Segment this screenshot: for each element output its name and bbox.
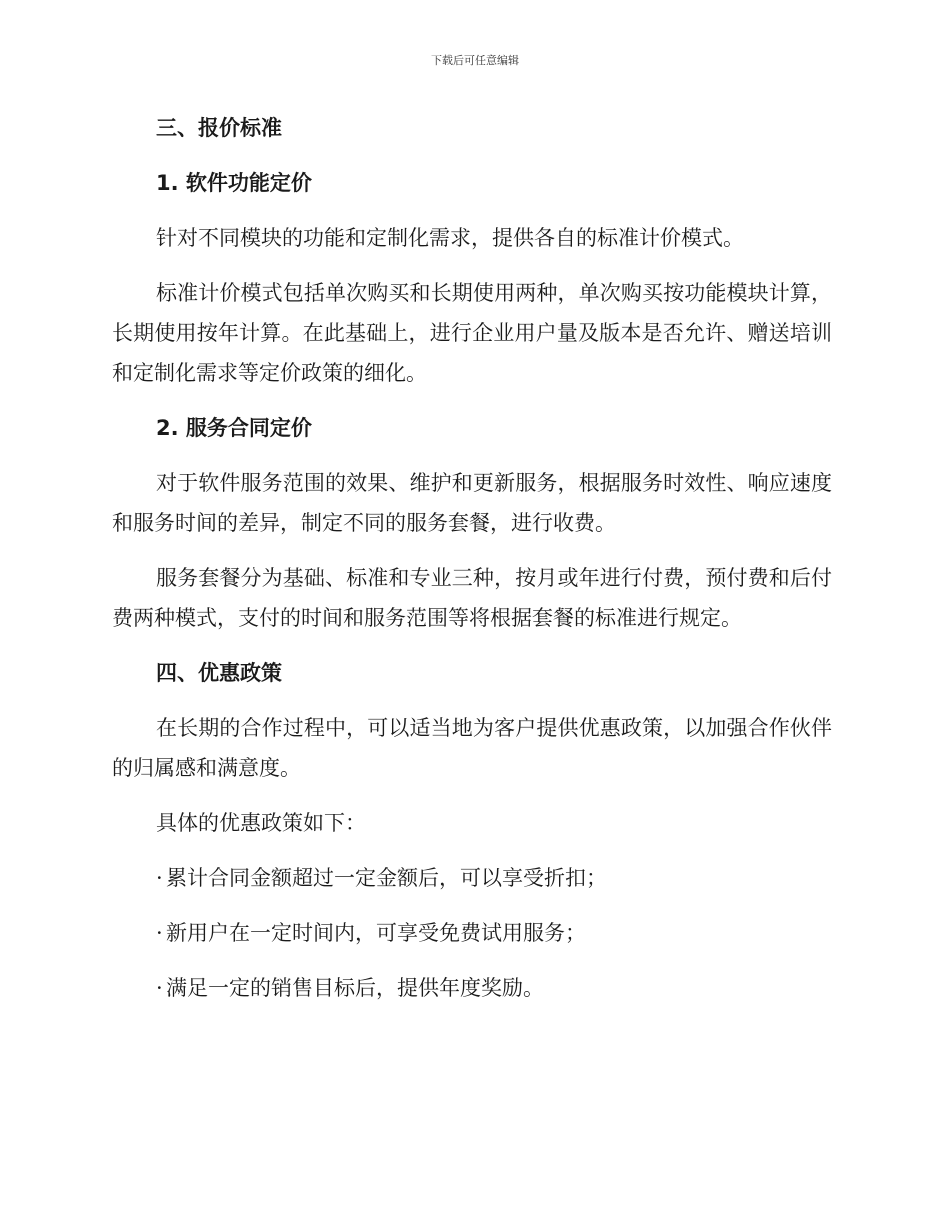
list-item: [112, 968, 832, 1008]
subheading-service-pricing: 2. 服务合同定价: [156, 416, 312, 440]
paragraph: 对于软件服务范围的效果、维护和更新服务，根据服务时效性、响应速度和服务时间的差异，制定不同的服务套餐，进行收费。: [112, 471, 832, 535]
paragraph: 标准计价模式包括单次购买和长期使用两种，单次购买按功能模块计算，长期使用按年计算。在此基础上，进行企业用户量及版本是否允许、赠送培训和定制化需求等定价政策的细化。: [112, 281, 832, 385]
subheading-software-pricing: 1. 软件功能定价: [156, 171, 312, 195]
section-heading-pricing: 三、报价标准: [156, 116, 282, 140]
bullet-dot-icon: ·: [156, 921, 163, 945]
list-item-text: 满足一定的销售目标后，提供年度奖励。: [166, 976, 544, 1000]
list-item-text: 累计合同金额超过一定金额后，可以享受折扣；: [166, 866, 607, 890]
page-header: 下载后可任意编辑: [431, 54, 519, 67]
paragraph: 服务套餐分为基础、标准和专业三种，按月或年进行付费，预付费和后付费两种模式，支付的时间和服务范围等将根据套餐的标准进行规定。: [112, 566, 832, 630]
paragraph: 针对不同模块的功能和定制化需求，提供各自的标准计价模式。: [156, 226, 744, 250]
section-heading-discount: 四、优惠政策: [156, 661, 282, 685]
list-item: [112, 858, 832, 898]
bullet-dot-icon: ·: [156, 866, 163, 890]
list-item-text: 新用户在一定时间内，可享受免费试用服务；: [166, 921, 586, 945]
paragraph: 在长期的合作过程中，可以适当地为客户提供优惠政策，以加强合作伙伴的归属感和满意度。: [112, 716, 832, 780]
paragraph: 具体的优惠政策如下：: [156, 811, 366, 835]
document-body: [112, 108, 832, 1023]
bullet-dot-icon: ·: [156, 976, 163, 1000]
list-item: [112, 913, 832, 953]
